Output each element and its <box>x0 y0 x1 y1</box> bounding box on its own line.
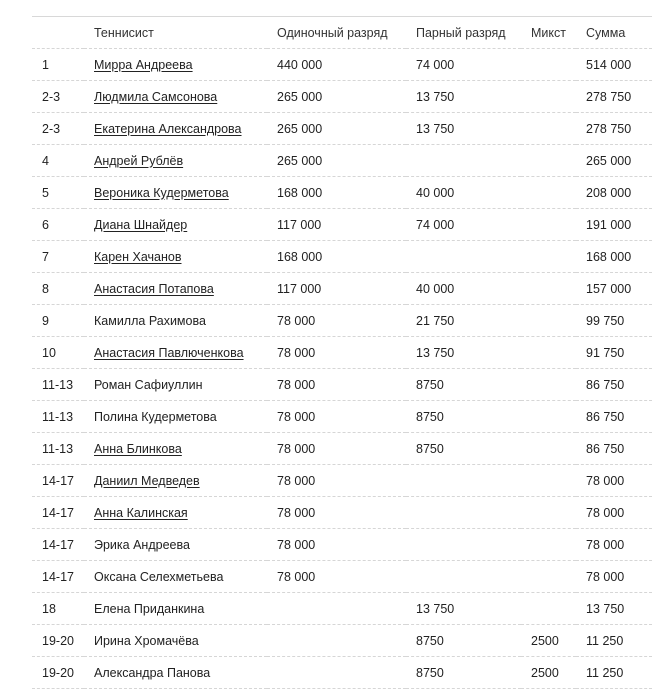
cell-rank: 6 <box>32 209 84 241</box>
cell-mixed: 2500 <box>521 657 576 689</box>
cell-total: 157 000 <box>576 273 652 305</box>
cell-singles: 78 000 <box>267 305 406 337</box>
cell-rank: 4 <box>32 145 84 177</box>
cell-singles <box>267 657 406 689</box>
cell-singles: 78 000 <box>267 433 406 465</box>
cell-singles: 78 000 <box>267 561 406 593</box>
cell-doubles <box>406 241 521 273</box>
player-link[interactable]: Карен Хачанов <box>94 249 182 264</box>
header-mixed: Микст <box>521 17 576 49</box>
cell-rank: 7 <box>32 241 84 273</box>
cell-mixed <box>521 497 576 529</box>
table-body <box>32 49 652 689</box>
cell-player <box>84 593 267 625</box>
player-name: Ирина Хромачёва <box>94 633 199 648</box>
cell-singles: 265 000 <box>267 81 406 113</box>
table-row <box>32 337 652 369</box>
cell-doubles <box>406 529 521 561</box>
cell-player <box>84 497 267 529</box>
table-row <box>32 369 652 401</box>
cell-doubles: 8750 <box>406 401 521 433</box>
cell-doubles <box>406 465 521 497</box>
player-link[interactable]: Мирра Андреева <box>94 57 193 72</box>
table-row <box>32 529 652 561</box>
table-row <box>32 305 652 337</box>
cell-player <box>84 625 267 657</box>
cell-mixed <box>521 529 576 561</box>
cell-doubles: 40 000 <box>406 273 521 305</box>
cell-player <box>84 273 267 305</box>
header-total: Сумма <box>576 17 652 49</box>
cell-player <box>84 145 267 177</box>
cell-singles: 78 000 <box>267 465 406 497</box>
table-row <box>32 113 652 145</box>
table-row <box>32 49 652 81</box>
player-name: Роман Сафиуллин <box>94 377 203 392</box>
cell-total: 278 750 <box>576 113 652 145</box>
header-singles: Одиночный разряд <box>267 17 406 49</box>
cell-doubles: 8750 <box>406 433 521 465</box>
prize-money-table-container <box>32 16 652 689</box>
cell-rank: 8 <box>32 273 84 305</box>
cell-player <box>84 241 267 273</box>
cell-singles: 265 000 <box>267 113 406 145</box>
cell-singles <box>267 593 406 625</box>
player-name: Александра Панова <box>94 665 211 680</box>
cell-mixed <box>521 337 576 369</box>
cell-singles <box>267 625 406 657</box>
table-row <box>32 625 652 657</box>
cell-rank: 5 <box>32 177 84 209</box>
cell-rank: 9 <box>32 305 84 337</box>
player-link[interactable]: Анастасия Павлюченкова <box>94 345 244 360</box>
player-name: Оксана Селехметьева <box>94 569 224 584</box>
cell-mixed <box>521 305 576 337</box>
cell-player <box>84 529 267 561</box>
cell-rank: 14-17 <box>32 465 84 497</box>
cell-rank: 11-13 <box>32 401 84 433</box>
header-row <box>32 17 652 49</box>
cell-singles: 78 000 <box>267 369 406 401</box>
table-row <box>32 241 652 273</box>
header-rank <box>32 17 84 49</box>
cell-rank: 19-20 <box>32 625 84 657</box>
cell-singles: 265 000 <box>267 145 406 177</box>
table-row <box>32 593 652 625</box>
cell-doubles: 13 750 <box>406 337 521 369</box>
cell-mixed <box>521 433 576 465</box>
player-name: Полина Кудерметова <box>94 409 217 424</box>
cell-singles: 440 000 <box>267 49 406 81</box>
cell-mixed <box>521 593 576 625</box>
player-name: Эрика Андреева <box>94 537 190 552</box>
cell-total: 99 750 <box>576 305 652 337</box>
cell-player <box>84 561 267 593</box>
cell-total: 91 750 <box>576 337 652 369</box>
cell-mixed <box>521 561 576 593</box>
cell-rank: 1 <box>32 49 84 81</box>
cell-player <box>84 433 267 465</box>
cell-total: 78 000 <box>576 529 652 561</box>
player-link[interactable]: Диана Шнайдер <box>94 217 188 232</box>
cell-player <box>84 337 267 369</box>
cell-player <box>84 657 267 689</box>
player-link[interactable]: Людмила Самсонова <box>94 89 218 104</box>
cell-mixed <box>521 369 576 401</box>
cell-rank: 18 <box>32 593 84 625</box>
cell-mixed <box>521 113 576 145</box>
cell-rank: 2-3 <box>32 113 84 145</box>
table-row <box>32 401 652 433</box>
cell-mixed <box>521 273 576 305</box>
cell-rank: 14-17 <box>32 529 84 561</box>
cell-total: 278 750 <box>576 81 652 113</box>
cell-doubles: 8750 <box>406 657 521 689</box>
table-row <box>32 657 652 689</box>
cell-mixed <box>521 145 576 177</box>
table-row <box>32 561 652 593</box>
player-link[interactable]: Анна Калинская <box>94 505 188 520</box>
cell-singles: 168 000 <box>267 241 406 273</box>
cell-total: 11 250 <box>576 625 652 657</box>
cell-total: 11 250 <box>576 657 652 689</box>
cell-singles: 168 000 <box>267 177 406 209</box>
cell-player <box>84 465 267 497</box>
cell-total: 86 750 <box>576 401 652 433</box>
cell-rank: 14-17 <box>32 561 84 593</box>
player-link[interactable]: Вероника Кудерметова <box>94 185 229 200</box>
cell-total: 265 000 <box>576 145 652 177</box>
cell-rank: 19-20 <box>32 657 84 689</box>
cell-player <box>84 49 267 81</box>
player-link[interactable]: Андрей Рублёв <box>94 153 184 168</box>
cell-rank: 14-17 <box>32 497 84 529</box>
cell-doubles: 13 750 <box>406 81 521 113</box>
cell-mixed <box>521 81 576 113</box>
player-link[interactable]: Екатерина Александрова <box>94 121 242 136</box>
cell-total: 78 000 <box>576 465 652 497</box>
cell-player <box>84 305 267 337</box>
table-row <box>32 465 652 497</box>
table-row <box>32 81 652 113</box>
cell-doubles: 74 000 <box>406 49 521 81</box>
table-row <box>32 273 652 305</box>
cell-mixed <box>521 209 576 241</box>
cell-doubles: 40 000 <box>406 177 521 209</box>
cell-doubles <box>406 561 521 593</box>
cell-total: 78 000 <box>576 561 652 593</box>
table-row <box>32 497 652 529</box>
cell-rank: 2-3 <box>32 81 84 113</box>
player-name: Елена Приданкина <box>94 601 205 616</box>
cell-singles: 117 000 <box>267 209 406 241</box>
cell-mixed <box>521 241 576 273</box>
cell-rank: 11-13 <box>32 369 84 401</box>
player-link[interactable]: Анна Блинкова <box>94 441 182 456</box>
cell-singles: 78 000 <box>267 497 406 529</box>
cell-total: 86 750 <box>576 433 652 465</box>
cell-player <box>84 177 267 209</box>
cell-mixed <box>521 49 576 81</box>
table-row <box>32 177 652 209</box>
cell-total: 191 000 <box>576 209 652 241</box>
table-row <box>32 145 652 177</box>
player-link[interactable]: Даниил Медведев <box>94 473 200 488</box>
cell-total: 168 000 <box>576 241 652 273</box>
cell-rank: 10 <box>32 337 84 369</box>
table-row <box>32 209 652 241</box>
cell-singles: 78 000 <box>267 401 406 433</box>
cell-total: 514 000 <box>576 49 652 81</box>
cell-doubles: 21 750 <box>406 305 521 337</box>
cell-doubles: 13 750 <box>406 593 521 625</box>
cell-singles: 78 000 <box>267 529 406 561</box>
player-link[interactable]: Анастасия Потапова <box>94 281 214 296</box>
cell-player <box>84 369 267 401</box>
cell-singles: 78 000 <box>267 337 406 369</box>
table-row <box>32 433 652 465</box>
cell-mixed <box>521 401 576 433</box>
cell-mixed <box>521 465 576 497</box>
cell-player <box>84 401 267 433</box>
prize-money-table <box>32 16 652 689</box>
cell-doubles: 13 750 <box>406 113 521 145</box>
cell-player <box>84 81 267 113</box>
cell-rank: 11-13 <box>32 433 84 465</box>
header-player: Теннисист <box>84 17 267 49</box>
cell-doubles: 8750 <box>406 369 521 401</box>
cell-doubles <box>406 145 521 177</box>
cell-mixed: 2500 <box>521 625 576 657</box>
cell-total: 13 750 <box>576 593 652 625</box>
header-doubles: Парный разряд <box>406 17 521 49</box>
cell-player <box>84 113 267 145</box>
cell-doubles: 8750 <box>406 625 521 657</box>
table-header <box>32 17 652 49</box>
player-name: Камилла Рахимова <box>94 313 206 328</box>
cell-total: 78 000 <box>576 497 652 529</box>
cell-doubles: 74 000 <box>406 209 521 241</box>
cell-mixed <box>521 177 576 209</box>
cell-singles: 117 000 <box>267 273 406 305</box>
cell-doubles <box>406 497 521 529</box>
cell-total: 208 000 <box>576 177 652 209</box>
cell-total: 86 750 <box>576 369 652 401</box>
cell-player <box>84 209 267 241</box>
